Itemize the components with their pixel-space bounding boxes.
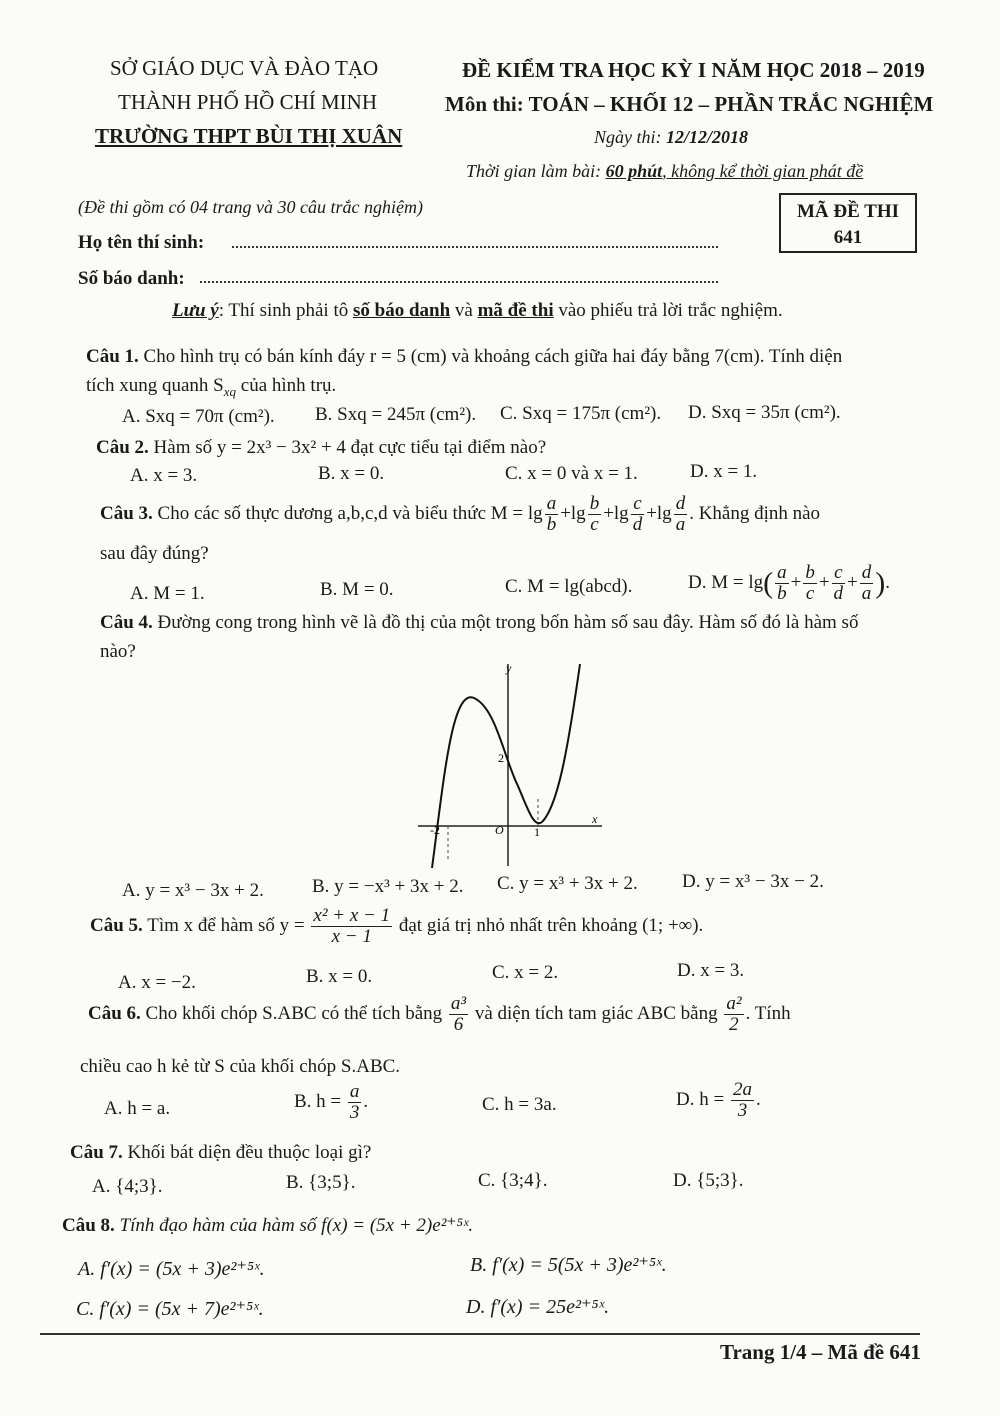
frac-den: b: [546, 513, 557, 535]
y-axis-label: y: [506, 661, 512, 675]
frac-c-over-d: [631, 494, 645, 535]
question-1-body: Cho hình trụ có bán kính đáy r = 5 (cm) và khoảng cách giữa hai đáy bằng 7(cm). Tính diện: [143, 346, 843, 367]
frac-den: a: [675, 513, 686, 535]
q1-answer-c[interactable]: C. Sxq = 175π (cm²).: [500, 403, 662, 424]
q3-answer-b[interactable]: B. M = 0.: [320, 579, 394, 600]
q3-answer-c[interactable]: C. M = lg(abcd).: [505, 576, 633, 597]
frac-num: c: [631, 494, 645, 515]
q6-answer-a[interactable]: A. h = a.: [104, 1098, 171, 1119]
frac-den: 2: [729, 1013, 739, 1035]
q4-answer-b[interactable]: B. y = −x³ + 3x + 2.: [312, 876, 464, 897]
frac-num: c: [832, 563, 846, 584]
q1-text2-end: của hình trụ.: [236, 375, 337, 396]
student-name-field[interactable]: [232, 246, 718, 248]
question-1-text-2: [86, 375, 336, 400]
q6-answer-d-prefix: D. h =: [676, 1088, 725, 1110]
question-4-body: Đường cong trong hình vẽ là đồ thị của một trong bốn hàm số sau đây. Hàm số đó là hàm số: [157, 612, 859, 633]
frac-c-over-d: [832, 563, 846, 604]
q8-answer-d[interactable]: D. f′(x) = 25e²⁺⁵ˣ.: [466, 1296, 610, 1318]
question-3-text: Câu 3. Cho các số thực dương a,b,c,d và biểu thức M = lg $\frac{a}{b}$ +lg $\frac{b}{c}$ +lg $\frac{c}{d}$ +lg $\frac{d}{a}$ . Khẳng định nào: [100, 493, 821, 535]
student-id-label: Số báo danh:: [78, 268, 185, 289]
q6-answer-b-prefix: B. h =: [294, 1090, 342, 1112]
function-graph: [412, 658, 612, 870]
q3-answer-a[interactable]: A. M = 1.: [130, 583, 205, 604]
q8-answer-c[interactable]: C. f′(x) = (5x + 7)e²⁺⁵ˣ.: [76, 1298, 264, 1320]
q5-answer-d[interactable]: D. x = 3.: [677, 960, 745, 981]
q2-answer-a[interactable]: A. x = 3.: [130, 465, 198, 486]
q1-answer-b[interactable]: B. Sxq = 245π (cm²).: [315, 404, 477, 425]
exam-subject: Môn thi: TOÁN – KHỐI 12 – PHẦN TRẮC NGHIỆM: [445, 92, 934, 116]
footer-divider: [40, 1333, 920, 1335]
q1-answer-a[interactable]: A. Sxq = 70π (cm²).: [122, 406, 275, 427]
frac-2a-over-3: [731, 1080, 754, 1121]
q5-answer-c[interactable]: C. x = 2.: [492, 962, 559, 983]
exam-duration: [466, 161, 863, 182]
frac-a-over-b: [775, 563, 789, 604]
duration-prefix: Thời gian làm bài:: [466, 161, 606, 181]
frac-d-over-a: [860, 563, 874, 604]
question-8-text: [62, 1214, 473, 1237]
question-6-body-a: Cho khối chóp S.ABC có thể tích bằng: [145, 1002, 443, 1024]
label-x-1: 1: [534, 825, 540, 839]
q8-answer-a[interactable]: A. f′(x) = (5x + 3)e²⁺⁵ˣ.: [78, 1258, 265, 1280]
frac-den: c: [805, 582, 815, 604]
frac-den: d: [833, 582, 844, 604]
notice-label: Lưu ý: [172, 300, 219, 321]
q6-answer-c[interactable]: C. h = 3a.: [482, 1094, 557, 1115]
frac-num: a: [349, 1081, 360, 1102]
department-line-2: THÀNH PHỐ HỒ CHÍ MINH: [118, 90, 377, 114]
frac-a2-over-2: [724, 994, 743, 1035]
frac-num: a²: [726, 993, 742, 1014]
q2-answer-d[interactable]: D. x = 1.: [690, 461, 758, 482]
q7-answer-c[interactable]: C. {3;4}.: [478, 1170, 548, 1191]
exam-date: [594, 127, 748, 148]
q5-answer-a[interactable]: A. x = −2.: [118, 972, 196, 993]
question-8-label: Câu 8.: [62, 1215, 115, 1236]
notice-text-2: và: [450, 300, 478, 321]
duration-suffix: , không kể thời gian phát đề: [662, 161, 864, 181]
question-3-text-2: sau đây đúng?: [100, 543, 209, 564]
frac-a3-over-6: [449, 994, 468, 1035]
frac-num: 2a: [732, 1079, 752, 1100]
frac-den: c: [590, 513, 599, 535]
x-axis-label: x: [592, 812, 598, 826]
question-4-text: [100, 612, 858, 634]
question-2-label: Câu 2.: [96, 437, 149, 458]
q1-text2-sub: xq: [223, 383, 237, 399]
label-origin: O: [495, 823, 504, 837]
notice-text-1: : Thí sinh phải tô: [218, 300, 353, 321]
frac-num: d: [675, 493, 686, 514]
q1-text2: tích xung quanh S: [86, 375, 224, 396]
question-7-text: [70, 1142, 371, 1164]
frac-den: 3: [737, 1099, 748, 1121]
q7-answer-a[interactable]: A. {4;3}.: [92, 1176, 163, 1197]
duration-value: 60 phút: [605, 161, 663, 181]
exam-code-box: [779, 193, 917, 253]
frac-num: a³: [450, 993, 467, 1014]
student-name-label: Họ tên thí sinh:: [78, 232, 205, 253]
frac-num: b: [805, 562, 815, 583]
frac-b-over-c: [588, 494, 602, 535]
q7-answer-b[interactable]: B. {3;5}.: [286, 1172, 356, 1193]
notice-bold-1: số báo danh: [352, 300, 451, 321]
exam-note: (Đề thi gồm có 04 trang và 30 câu trắc nghiệm): [78, 197, 423, 217]
q2-answer-c[interactable]: C. x = 0 và x = 1.: [505, 463, 638, 484]
exam-date-value: 12/12/2018: [666, 127, 749, 147]
frac-den: 6: [453, 1013, 464, 1035]
frac-den: 3: [349, 1101, 360, 1123]
frac-q5: [311, 906, 392, 947]
frac-num: x² + x − 1: [313, 905, 391, 926]
cubic-curve: [432, 664, 580, 868]
frac-num: a: [777, 562, 787, 583]
label-x-minus-2: -2: [430, 823, 440, 837]
q4-answer-d[interactable]: D. y = x³ − 3x − 2.: [682, 871, 824, 892]
question-5-body-a: Tìm x để hàm số y =: [147, 914, 305, 936]
frac-den: a: [861, 582, 872, 604]
question-6-body-b: và diện tích tam giác ABC bằng: [474, 1002, 718, 1024]
question-2-body: Hàm số y = 2x³ − 3x² + 4 đạt cực tiểu tại điểm nào?: [153, 437, 547, 458]
question-1-text: [86, 346, 842, 368]
question-7-label: Câu 7.: [70, 1142, 123, 1163]
q5-answer-b[interactable]: B. x = 0.: [306, 966, 373, 987]
exam-date-label: Ngày thi:: [594, 127, 666, 147]
q3-answer-d-prefix: D. M = lg: [688, 571, 764, 593]
question-1-label: Câu 1.: [86, 346, 139, 367]
question-6-text: [88, 994, 791, 1035]
notice: [172, 300, 783, 322]
frac-d-over-a: [674, 494, 688, 535]
question-4-text-2: nào?: [100, 641, 136, 662]
exam-code-value: 641: [833, 227, 863, 248]
exam-title: ĐỀ KIỂM TRA HỌC KỲ I NĂM HỌC 2018 – 2019: [462, 58, 925, 82]
question-5-text: [90, 906, 703, 947]
q7-answer-d[interactable]: D. {5;3}.: [673, 1170, 744, 1191]
question-2-text: [96, 437, 546, 459]
q1-answer-d[interactable]: D. Sxq = 35π (cm²).: [688, 402, 841, 423]
frac-a-over-3: [348, 1082, 362, 1123]
frac-den: d: [632, 513, 643, 535]
frac-num: d: [861, 562, 872, 583]
question-8-body: Tính đạo hàm của hàm số f(x) = (5x + 2)e²⁺⁵ˣ.: [119, 1215, 474, 1236]
question-5-label: Câu 5.: [90, 914, 143, 936]
q3-answer-d[interactable]: D. M = lg( $\frac{a}{b}$ + $\frac{b}{c}$ + $\frac{c}{d}$ + $\frac{d}{a}$ ).: [688, 562, 891, 604]
frac-b-over-c: [803, 563, 817, 604]
q4-answer-c[interactable]: C. y = x³ + 3x + 2.: [497, 873, 638, 894]
question-3-body-a: Cho các số thực dương a,b,c,d và biểu thức M = lg: [157, 502, 543, 524]
notice-text-3: vào phiếu trả lời trắc nghiệm.: [553, 300, 783, 321]
q2-answer-b[interactable]: B. x = 0.: [318, 463, 385, 484]
frac-num: b: [589, 493, 600, 514]
department-line-1: SỞ GIÁO DỤC VÀ ĐÀO TẠO: [110, 56, 379, 80]
question-3-label: Câu 3.: [100, 502, 153, 524]
notice-bold-2: mã đề thi: [477, 300, 554, 321]
school-name: TRƯỜNG THPT BÙI THỊ XUÂN: [95, 124, 403, 148]
question-6-body-c: . Tính: [745, 1002, 791, 1024]
question-7-body: Khối bát diện đều thuộc loại gì?: [127, 1142, 372, 1163]
q6-answer-b[interactable]: B. h = $\frac{a}{3}$ .: [294, 1081, 369, 1123]
frac-num: a: [546, 493, 557, 514]
q8-answer-b[interactable]: B. f′(x) = 5(5x + 3)e²⁺⁵ˣ.: [470, 1254, 667, 1276]
question-6-text-2: chiều cao h kẻ từ S của khối chóp S.ABC.: [80, 1056, 401, 1077]
frac-den: x − 1: [331, 925, 372, 947]
q4-answer-a[interactable]: A. y = x³ − 3x + 2.: [122, 880, 264, 901]
label-y-2: 2: [498, 751, 504, 765]
question-5-body-b: đạt giá trị nhỏ nhất trên khoảng (1; +∞).: [398, 914, 704, 936]
question-6-label: Câu 6.: [88, 1002, 141, 1024]
q6-answer-d[interactable]: D. h = $\frac{2a}{3}$ .: [676, 1079, 761, 1121]
student-id-field[interactable]: [200, 281, 718, 283]
page-footer: Trang 1/4 – Mã đề 641: [720, 1340, 921, 1364]
frac-den: b: [777, 582, 787, 604]
question-4-label: Câu 4.: [100, 612, 153, 633]
question-3-body-b: . Khẳng định nào: [689, 502, 821, 524]
exam-code-label: MÃ ĐỀ THI: [796, 201, 900, 222]
frac-a-over-b: [545, 494, 559, 535]
